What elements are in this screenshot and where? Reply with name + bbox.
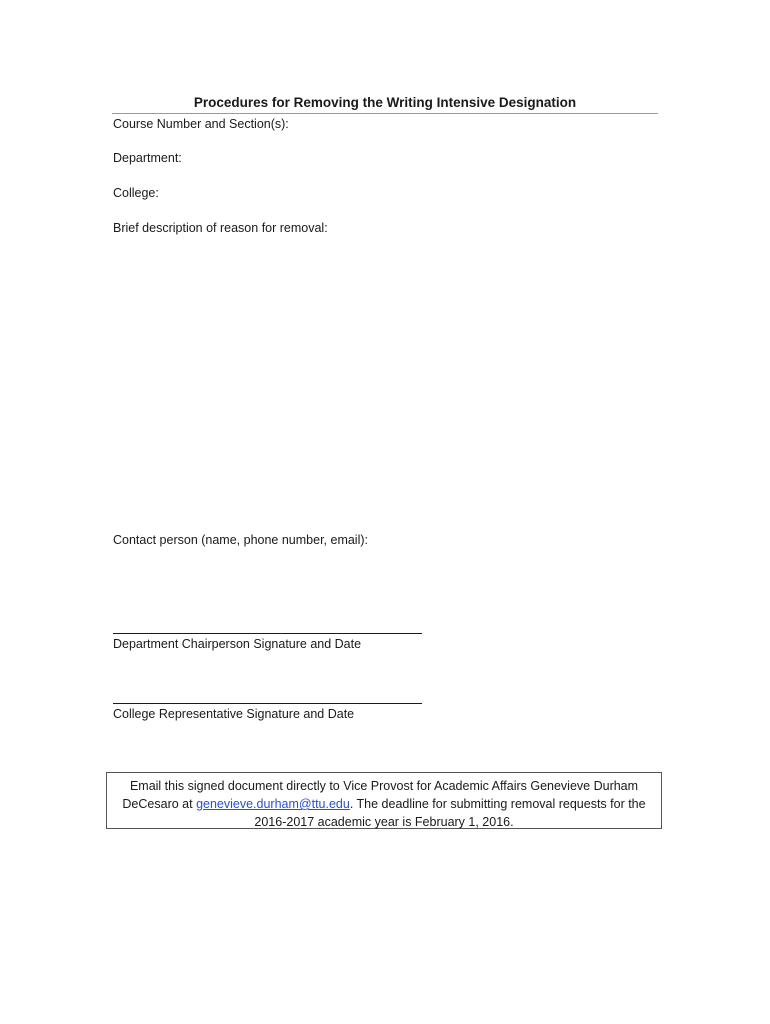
contact-person-label: Contact person (name, phone number, email): [113,533,368,547]
document-title: Procedures for Removing the Writing Intensive Designation [193,95,577,110]
email-link[interactable]: genevieve.durham@ttu.edu [196,797,350,811]
course-number-label: Course Number and Section(s): [113,117,289,131]
department-label: Department: [113,151,182,165]
notice-text-end: . The deadline for submitting removal requests for the 2016-2017 academic year is February 1, 2016. [254,797,646,829]
chair-signature-label: Department Chairperson Signature and Date [113,637,362,651]
college-rep-signature-label: College Representative Signature and Date [113,707,355,721]
college-label: College: [113,186,159,200]
submission-notice-box [106,772,662,829]
reason-label: Brief description of reason for removal: [113,221,328,235]
college-rep-signature-line [113,703,422,704]
title-underline [112,113,658,114]
notice-text-start: Email this signed document directly to Vice Provost for Academic Affairs Genevieve Durham DeCesaro at [122,779,639,811]
chair-signature-line [113,633,422,634]
